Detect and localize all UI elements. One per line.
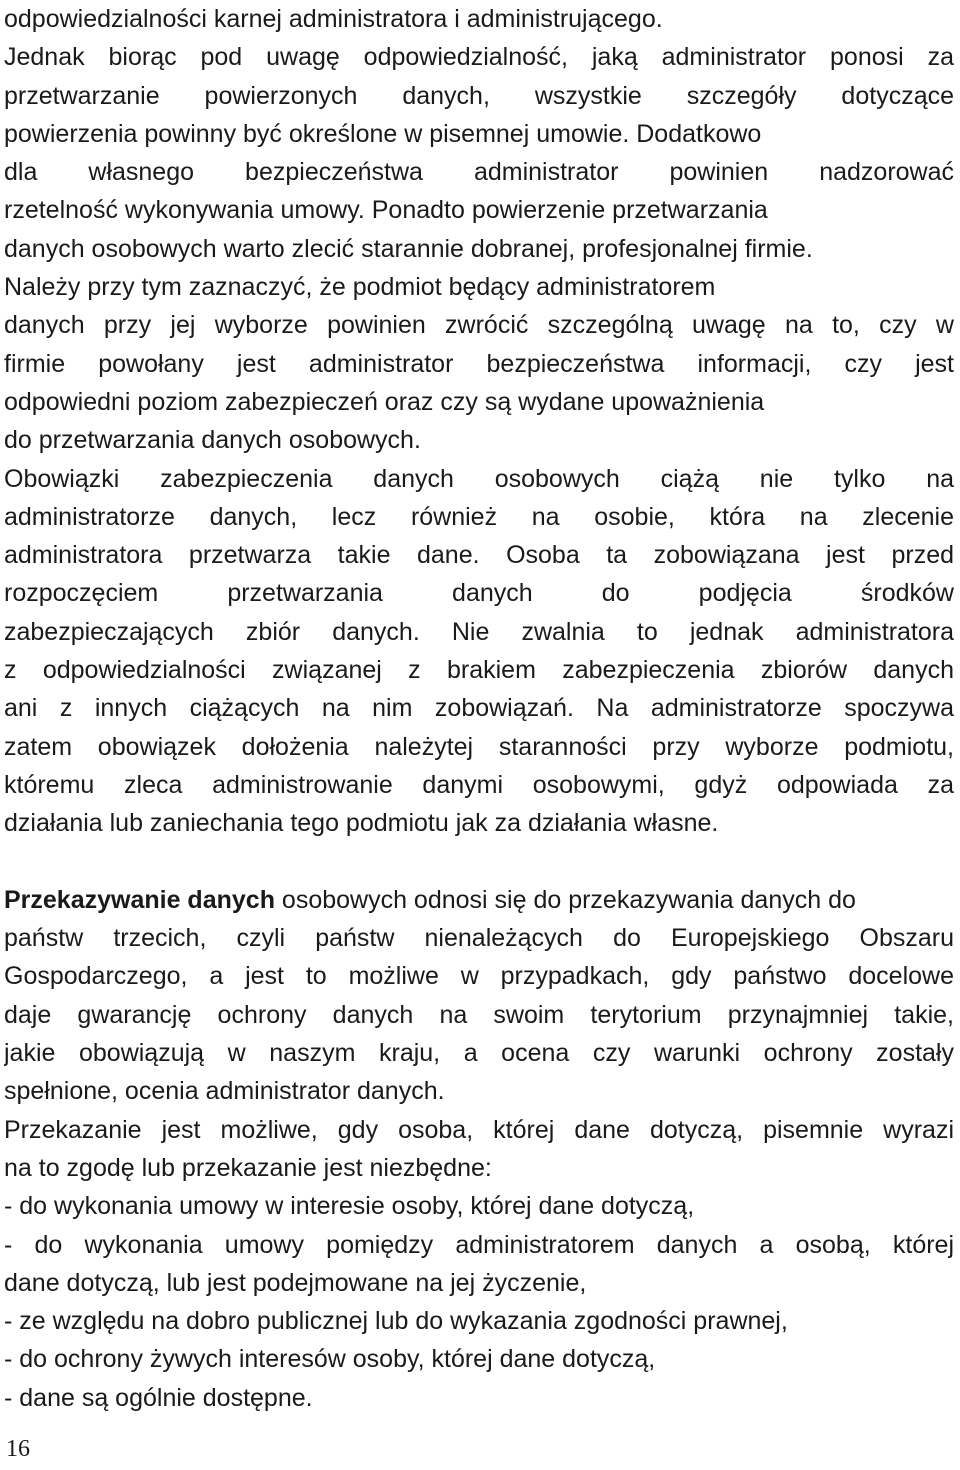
text-line: Przekazanie jest możliwe, gdy osoba, której dane dotyczą, pisemnie wyrazi — [4, 1115, 954, 1144]
text-line: Jednak biorąc pod uwagę odpowiedzialność, jaką administrator ponosi za — [4, 43, 954, 72]
text-line: administratorze danych, lecz również na osobie, która na zlecenie — [4, 502, 954, 531]
text-line: dane dotyczą, lub jest podejmowane na jej życzenie, — [4, 1268, 587, 1297]
text-line: ani z innych ciążących na nim zobowiązań. Na administratorze spoczywa — [4, 694, 954, 723]
text-line: któremu zleca administrowanie danymi osobowymi, gdyż odpowiada za — [4, 770, 954, 799]
text-line: państw trzecich, czyli państw nienależących do Europejskiego Obszaru — [4, 924, 954, 953]
paragraph-entrustment — [4, 0, 954, 843]
paragraph-data-transfer — [4, 881, 954, 1417]
paragraph-gap — [4, 843, 954, 881]
text-line: rzetelność wykonywania umowy. Ponadto powierzenie przetwarzania — [4, 196, 768, 225]
text-line: na to zgodę lub przekazanie jest niezbędne: — [4, 1153, 492, 1182]
text-line: rozpoczęciem przetwarzania danych do podjęcia środków — [4, 579, 954, 608]
text-line: z odpowiedzialności związanej z brakiem zabezpieczenia zbiorów danych — [4, 656, 954, 685]
text-line: administratora przetwarza takie dane. Osoba ta zobowiązana jest przed — [4, 541, 954, 570]
text-line: Gospodarczego, a jest to możliwe w przypadkach, gdy państwo docelowe — [4, 962, 954, 991]
list-item: - do ochrony żywych interesów osoby, której dane dotyczą, — [4, 1345, 656, 1374]
list-item: - do wykonania umowy w interesie osoby, której dane dotyczą, — [4, 1192, 695, 1221]
text-line: powierzenia powinny być określone w pisemnej umowie. Dodatkowo — [4, 119, 762, 148]
text-line: firmie powołany jest administrator bezpieczeństwa informacji, czy jest — [4, 349, 954, 378]
section-lead-term: Przekazywanie danych — [4, 885, 275, 914]
text-line: jakie obowiązują w naszym kraju, a ocena czy warunki ochrony zostały — [4, 1039, 954, 1068]
text-line: Należy przy tym zaznaczyć, że podmiot będący administratorem — [4, 273, 716, 302]
text-line: danych osobowych warto zlecić starannie dobranej, profesjonalnej firmie. — [4, 234, 813, 263]
text-line: działania lub zaniechania tego podmiotu jak za działania własne. — [4, 809, 719, 838]
section-lead-rest: osobowych odnosi się do przekazywania danych do — [274, 885, 856, 914]
text-line: odpowiedzialności karnej administratora i administrującego. — [4, 5, 663, 33]
text-line: zatem obowiązek dołożenia należytej staranności przy wyborze podmiotu, — [4, 732, 954, 761]
list-item: - ze względu na dobro publicznej lub do wykazania zgodności prawnej, — [4, 1307, 788, 1336]
text-line: danych przy jej wyborze powinien zwrócić szczególną uwagę na to, czy w — [4, 311, 954, 340]
text-line: daje gwarancję ochrony danych na swoim terytorium przynajmniej takie, — [4, 1000, 954, 1029]
text-line — [4, 881, 954, 919]
text-line: spełnione, ocenia administrator danych. — [4, 1077, 445, 1106]
page-number: 16 — [6, 1436, 30, 1462]
list-item: - do wykonania umowy pomiędzy administratorem danych a osobą, której — [4, 1230, 954, 1259]
text-line: Obowiązki zabezpieczenia danych osobowych ciążą nie tylko na — [4, 464, 954, 493]
text-line: do przetwarzania danych osobowych. — [4, 426, 421, 455]
text-line: odpowiedni poziom zabezpieczeń oraz czy są wydane upoważnienia — [4, 387, 765, 416]
text-line: zabezpieczających zbiór danych. Nie zwalnia to jednak administratora — [4, 617, 954, 646]
document-page — [4, 0, 954, 1417]
text-line: dla własnego bezpieczeństwa administrator powinien nadzorować — [4, 158, 954, 187]
text-line: przetwarzanie powierzonych danych, wszystkie szczegóły dotyczące — [4, 81, 954, 110]
list-item: - dane są ogólnie dostępne. — [4, 1383, 313, 1412]
